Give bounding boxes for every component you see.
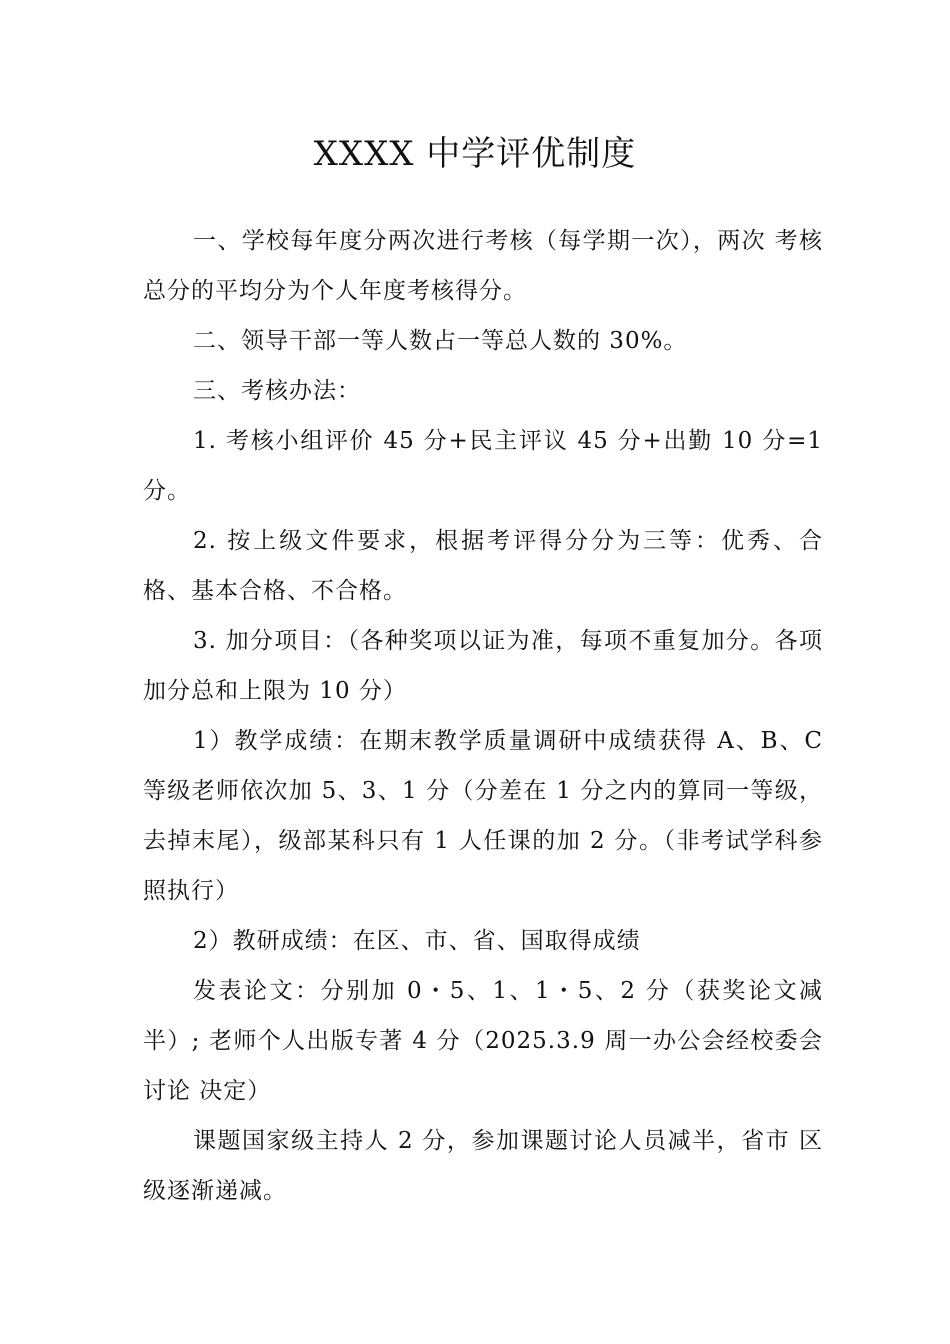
paragraph-2: 二、领导干部一等人数占一等总人数的 30%。 [193, 328, 688, 354]
paragraph-9: 发表论文：分别加 0・5、1、1・5、2 分（获奖论文减半）; 老师个人出版专著 4 分（2025.3.9 周一办公会经校委会讨论 决定） [143, 978, 823, 1104]
paragraph-10: 课题国家级主持人 2 分，参加课题讨论人员减半，省市 区级逐渐递减。 [143, 1128, 823, 1204]
document-title: XXXX 中学评优制度 [313, 134, 637, 174]
paragraph-6: 3. 加分项目：（各种奖项以证为准，每项不重复加分。各项加分总和上限为 10 分） [143, 628, 823, 704]
document-body [143, 216, 823, 1216]
paragraph-7: 1）教学成绩：在期末教学质量调研中成绩获得 A、B、C 等级老师依次加 5、3、1 分（分差在 1 分之内的算同一等级，去掉末尾），级部某科只有 1 人任课的加 2 分。（非考试学科参照执行） [143, 728, 823, 904]
paragraph-4: 1. 考核小组评价 45 分+民主评议 45 分+出勤 10 分=1 分。 [143, 428, 823, 504]
paragraph-1: 一、学校每年度分两次进行考核（每学期一次），两次 考核总分的平均分为个人年度考核得分。 [143, 228, 823, 304]
paragraph-5: 2. 按上级文件要求，根据考评得分分为三等：优秀、合格、基本合格、不合格。 [143, 528, 823, 604]
paragraph-3: 三、考核办法： [193, 378, 361, 404]
paragraph-8: 2）教研成绩：在区、市、省、国取得成绩 [193, 928, 641, 954]
